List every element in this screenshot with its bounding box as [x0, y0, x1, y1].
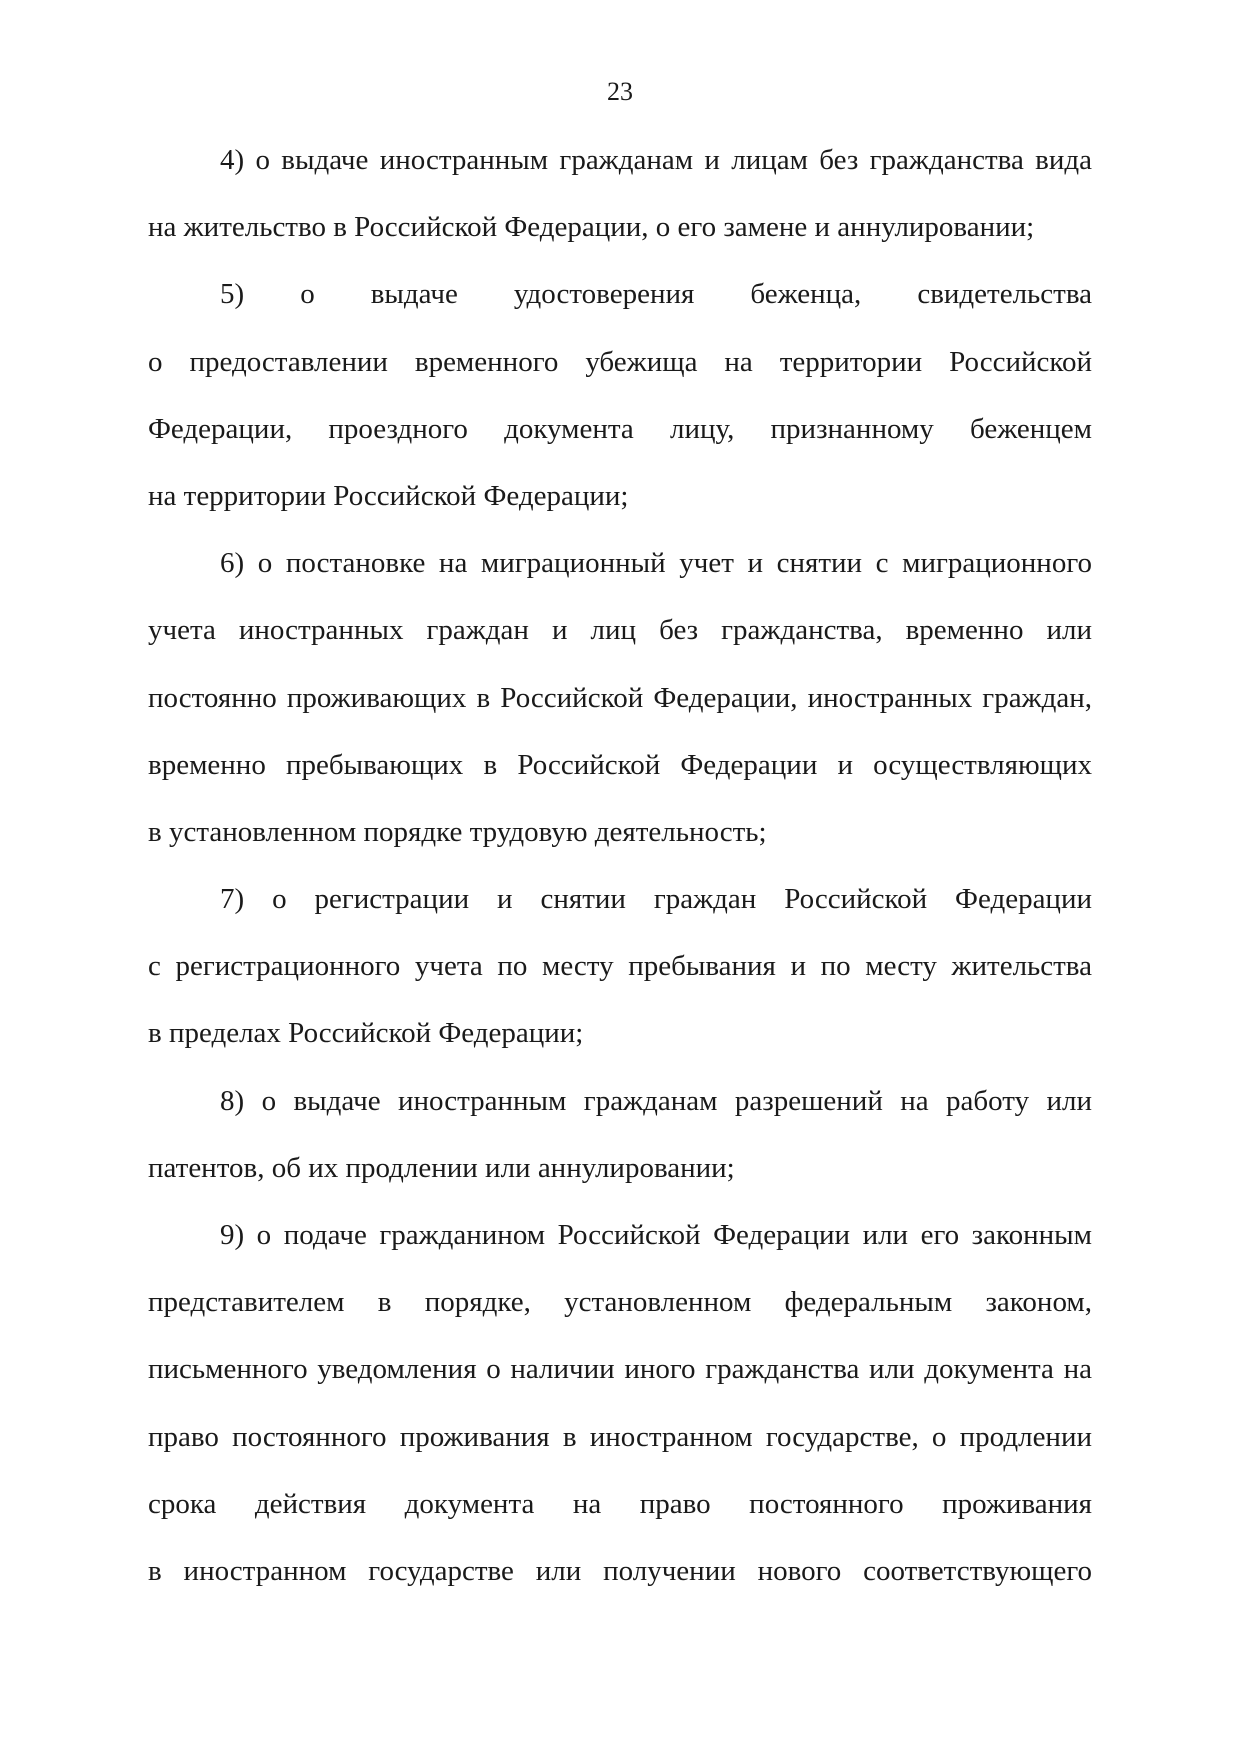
paragraph-line: 8) о выдаче иностранным гражданам разрешений на работу или [220, 1084, 1092, 1117]
list-item [148, 1215, 1092, 1618]
paragraph-line: учета иностранных граждан и лиц без гражданства, временно или [148, 614, 1092, 647]
list-item [148, 1081, 1092, 1215]
list-item [148, 879, 1092, 1081]
paragraph-line: постоянно проживающих в Российской Федерации, иностранных граждан, [148, 681, 1092, 714]
paragraph-line: письменного уведомления о наличии иного гражданства или документа на [148, 1353, 1092, 1386]
paragraph-line: в иностранном государстве или получении нового соответствующего [148, 1554, 1092, 1587]
list-item [148, 543, 1092, 879]
document-body [148, 140, 1092, 1618]
paragraph-line: 6) о постановке на миграционный учет и снятии с миграционного [220, 547, 1092, 580]
paragraph-line: срока действия документа на право постоянного проживания [148, 1487, 1092, 1520]
paragraph-line: в пределах Российской Федерации; [148, 1017, 584, 1050]
paragraph-line: с регистрационного учета по месту пребывания и по месту жительства [148, 950, 1092, 983]
paragraph-line: временно пребывающих в Российской Федерации и осуществляющих [148, 748, 1092, 781]
paragraph-line: патентов, об их продлении или аннулировании; [148, 1151, 735, 1184]
paragraph-line: на территории Российской Федерации; [148, 479, 629, 512]
paragraph-line: 9) о подаче гражданином Российской Федерации или его законным [220, 1219, 1092, 1251]
paragraph-line: на жительство в Российской Федерации, о его замене и аннулировании; [148, 211, 1035, 244]
paragraph-line: о предоставлении временного убежища на территории Российской [148, 345, 1092, 378]
list-item [148, 274, 1092, 543]
paragraph-line: 4) о выдаче иностранным гражданам и лицам без гражданства вида [220, 144, 1092, 176]
paragraph-line: 7) о регистрации и снятии граждан Российской Федерации [220, 883, 1092, 916]
list-item [148, 140, 1092, 274]
paragraph-line: право постоянного проживания в иностранном государстве, о продлении [148, 1420, 1092, 1453]
page-number: 23 [607, 77, 633, 106]
paragraph-line: 5) о выдаче удостоверения беженца, свидетельства [220, 278, 1092, 311]
paragraph-line: в установленном порядке трудовую деятельность; [148, 815, 767, 848]
paragraph-line: Федерации, проездного документа лицу, признанному беженцем [148, 412, 1092, 445]
paragraph-line: представителем в порядке, установленном федеральным законом, [148, 1286, 1092, 1319]
